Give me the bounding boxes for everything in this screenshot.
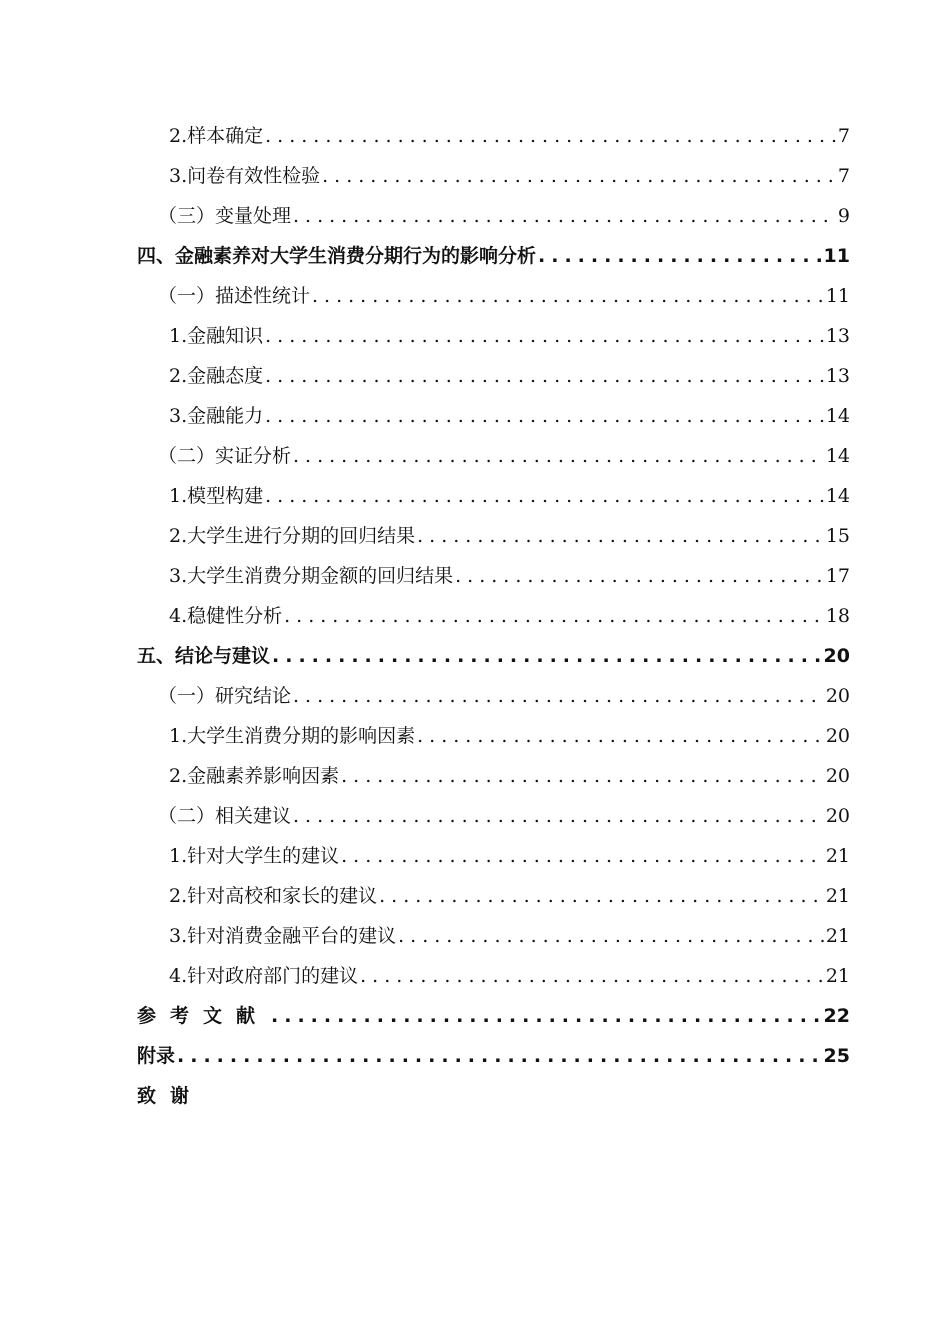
toc-page-number: 14 — [825, 405, 850, 427]
toc-entry-title: 附录 — [137, 1045, 176, 1067]
toc-page-number: 22 — [823, 1005, 850, 1027]
toc-entry-title: 五、结论与建议 — [137, 645, 271, 667]
toc-dot-leader — [360, 956, 824, 996]
toc-entry[interactable] — [0, 436, 950, 476]
toc-entry[interactable] — [0, 596, 950, 636]
toc-entry-title: （一）描述性统计 — [158, 285, 311, 307]
toc-entry[interactable] — [0, 1036, 950, 1076]
toc-dot-leader — [398, 916, 824, 956]
toc-entry[interactable] — [0, 836, 950, 876]
toc-page-number: 7 — [837, 125, 850, 147]
toc-dot-leader — [265, 116, 836, 156]
toc-entry-title: 2.针对高校和家长的建议 — [169, 885, 378, 907]
toc-entry[interactable] — [0, 876, 950, 916]
toc-entry[interactable] — [0, 756, 950, 796]
toc-dot-leader — [265, 396, 824, 436]
toc-entry-title: 2.金融素养影响因素 — [169, 765, 340, 787]
toc-entry-title: 2.样本确定 — [169, 125, 264, 147]
toc-page-number: 25 — [823, 1045, 850, 1067]
toc-page-number: 20 — [823, 645, 850, 667]
toc-dot-leader — [417, 516, 824, 556]
toc-entry-title: 1.金融知识 — [169, 325, 264, 347]
toc-page-number: 11 — [823, 245, 850, 267]
toc-entry[interactable] — [0, 476, 950, 516]
toc-entry-title: 3.大学生消费分期金额的回归结果 — [169, 565, 454, 587]
toc-page-number: 21 — [825, 925, 850, 947]
toc-entry[interactable] — [0, 236, 950, 276]
toc-entry-title: （二）实证分析 — [158, 445, 292, 467]
toc-entry[interactable] — [0, 636, 950, 676]
toc-entry[interactable] — [0, 676, 950, 716]
toc-dot-leader — [293, 436, 824, 476]
toc-dot-leader — [293, 676, 824, 716]
toc-dot-leader — [284, 596, 824, 636]
toc-page-number: 21 — [825, 845, 850, 867]
toc-page-number: 20 — [825, 805, 850, 827]
toc-page-number: 14 — [825, 445, 850, 467]
toc-dot-leader — [312, 276, 824, 316]
toc-dot-leader — [455, 556, 824, 596]
toc-entry-title: 1.针对大学生的建议 — [169, 845, 340, 867]
toc-dot-leader — [272, 636, 822, 676]
toc-page-number: 17 — [825, 565, 850, 587]
toc-page-number: 21 — [825, 965, 850, 987]
toc-entry[interactable] — [0, 916, 950, 956]
toc-dot-leader — [265, 316, 824, 356]
toc-entry-title: （二）相关建议 — [158, 805, 292, 827]
toc-entry-title: 参考文献 — [137, 1005, 270, 1027]
toc-page-number: 21 — [825, 885, 850, 907]
toc-entry[interactable] — [0, 356, 950, 396]
toc-entry-title: 四、金融素养对大学生消费分期行为的影响分析 — [137, 245, 537, 267]
toc-entry[interactable] — [0, 396, 950, 436]
toc-page-number: 9 — [837, 205, 850, 227]
toc-entry-title: 4.针对政府部门的建议 — [169, 965, 359, 987]
toc-entry[interactable] — [0, 116, 950, 156]
toc-entry-title: 致谢 — [137, 1085, 204, 1107]
toc-entry-title: 1.大学生消费分期的影响因素 — [169, 725, 416, 747]
toc-entry[interactable] — [0, 996, 950, 1036]
toc-entry[interactable] — [0, 956, 950, 996]
toc-page-number: 11 — [825, 285, 850, 307]
toc-dot-leader — [341, 756, 824, 796]
toc-dot-leader — [417, 716, 824, 756]
toc-page-number: 15 — [825, 525, 850, 547]
toc-dot-leader — [177, 1036, 822, 1076]
toc-entry-title: （三）变量处理 — [158, 205, 292, 227]
toc-entry-title: 2.大学生进行分期的回归结果 — [169, 525, 416, 547]
toc-entry[interactable] — [0, 316, 950, 356]
toc-entry[interactable] — [0, 516, 950, 556]
toc-dot-leader — [293, 796, 824, 836]
toc-dot-leader — [538, 236, 822, 276]
toc-page-number: 20 — [825, 765, 850, 787]
toc-entry[interactable] — [0, 556, 950, 596]
toc-entry-title: 4.稳健性分析 — [169, 605, 283, 627]
toc-page-number: 13 — [825, 325, 850, 347]
toc-entry-title: 1.模型构建 — [169, 485, 264, 507]
toc-dot-leader — [293, 196, 836, 236]
toc-page-number: 18 — [825, 605, 850, 627]
toc-entry[interactable] — [0, 716, 950, 756]
toc-entry-title: （一）研究结论 — [158, 685, 292, 707]
toc-entry[interactable] — [0, 196, 950, 236]
toc-dot-leader — [322, 156, 836, 196]
toc-dot-leader — [341, 836, 824, 876]
toc-page-number: 13 — [825, 365, 850, 387]
toc-entry[interactable] — [0, 276, 950, 316]
toc-dot-leader — [265, 476, 824, 516]
toc-dot-leader — [379, 876, 824, 916]
toc-entry-title: 2.金融态度 — [169, 365, 264, 387]
toc-page-number: 7 — [837, 165, 850, 187]
table-of-contents — [0, 116, 950, 1116]
toc-entry-title: 3.针对消费金融平台的建议 — [169, 925, 397, 947]
toc-page-number: 20 — [825, 725, 850, 747]
toc-entry[interactable] — [0, 1076, 950, 1116]
toc-entry[interactable] — [0, 156, 950, 196]
toc-dot-leader — [271, 996, 822, 1036]
toc-entry-title: 3.金融能力 — [169, 405, 264, 427]
toc-page-number: 20 — [825, 685, 850, 707]
toc-page-number: 14 — [825, 485, 850, 507]
toc-entry-title: 3.问卷有效性检验 — [169, 165, 321, 187]
toc-entry[interactable] — [0, 796, 950, 836]
toc-dot-leader — [265, 356, 824, 396]
